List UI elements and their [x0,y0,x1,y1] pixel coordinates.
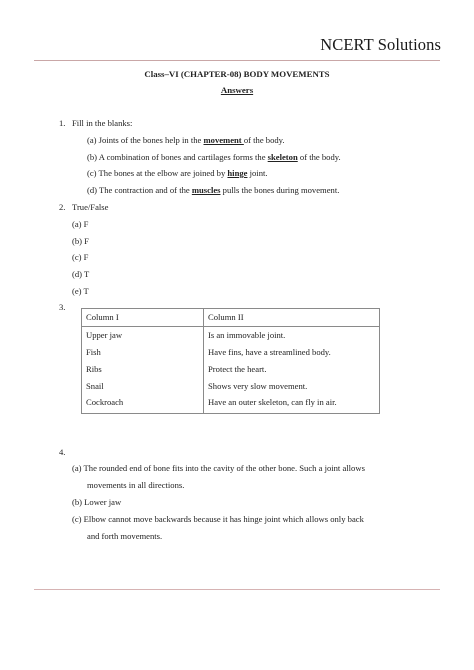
q1-label: Fill in the blanks: [72,118,133,128]
q1-item-b [87,152,341,162]
table-header-col2: Column II [208,312,244,322]
table-row-3-col1: Ribs [86,364,102,374]
q1-a-answer: movement [203,135,244,145]
table-header-col1: Column I [86,312,119,322]
table-row-5-col2: Have an outer skeleton, can fly in air. [208,397,337,407]
answers-heading: Answers [220,85,254,95]
table-row-4-col2: Shows very slow movement. [208,381,308,391]
match-table [81,308,380,414]
q1-a-text-end: of the body. [243,135,285,145]
q1-b-answer: skeleton [267,152,298,162]
q1-item-d [87,185,339,195]
table-row-3-col2: Protect the heart. [208,364,267,374]
q1-d-text: (d) The contraction and of the [87,185,192,195]
table-row-1-col2: Is an immovable joint. [208,330,286,340]
q4-number: 4. [59,447,66,457]
q4-line-c: (c) Elbow cannot move backwards because it has hinge joint which allows only back [72,514,364,524]
q2-item-b: (b) F [72,236,89,246]
q1-c-text-end: joint. [247,168,268,178]
q1-c-text: (c) The bones at the elbow are joined by [87,168,228,178]
header-title: NCERT Solutions [320,35,441,54]
q4-line-a: (a) The rounded end of bone fits into the cavity of the other bone. Such a joint allows [72,463,365,473]
q2-item-a: (a) F [72,219,89,229]
q3-number: 3. [59,302,66,312]
q1-number: 1. [59,118,66,128]
header-divider [34,60,440,61]
q2-label: True/False [72,202,109,212]
q1-d-text-end: pulls the bones during movement. [220,185,340,195]
q2-item-e: (e) T [72,286,89,296]
q4-line-b: (b) Lower jaw [72,497,122,507]
q1-item-c [87,168,268,178]
document-title: Class–VI (CHAPTER-08) BODY MOVEMENTS [144,69,330,79]
q1-d-answer: muscles [191,185,221,195]
q2-item-d: (d) T [72,269,90,279]
q4-line-a-cont: movements in all directions. [87,480,185,490]
table-row-5-col1: Cockroach [86,397,124,407]
table-row-4-col1: Snail [86,381,104,391]
q4-line-c-cont: and forth movements. [87,531,163,541]
q1-c-answer: hinge [227,168,248,178]
q1-b-text-end: of the body. [297,152,341,162]
q1-b-text: (b) A combination of bones and cartilages forms the [87,152,268,162]
table-row-2-col2: Have fins, have a streamlined body. [208,347,331,357]
table-column-divider [203,309,204,413]
q1-item-a [87,135,285,145]
table-header-divider [82,326,379,327]
footer-divider [34,589,440,590]
table-row-2-col1: Fish [86,347,101,357]
q2-item-c: (c) F [72,252,89,262]
q2-number: 2. [59,202,66,212]
table-row-1-col1: Upper jaw [86,330,123,340]
q1-a-text: (a) Joints of the bones help in the [87,135,204,145]
